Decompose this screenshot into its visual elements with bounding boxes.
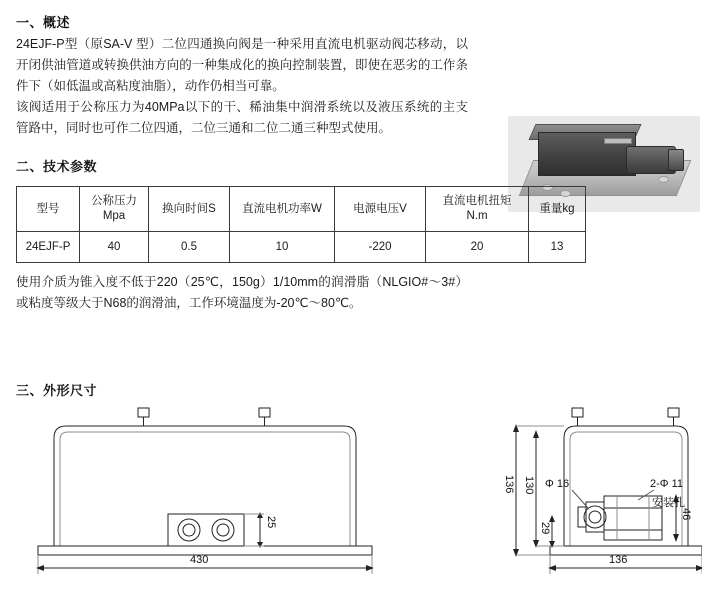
table-header-nominal-pressure [80,187,149,232]
callout-2-phi11-label: 2-Φ 11 [650,478,684,490]
front-dim-25-label: 25 [265,516,277,529]
cell-motor-power: 10 [230,232,335,263]
side-shaft [578,507,586,527]
side-lug-left [572,408,583,417]
table-header-motor-power [230,187,335,232]
section-2-title: 二、技术参数 [16,159,98,174]
front-dim-430-label: 430 [190,554,209,566]
side-dim-130-label: 130 [523,476,535,495]
front-port-block [168,514,244,546]
cell-nominal-pressure: 40 [80,232,149,263]
table-header-row [17,187,586,232]
callout-phi16-label: Φ 16 [545,478,570,490]
front-port-circle-left [178,519,200,541]
table-header-supply-voltage [335,187,426,232]
header-text: 型号 [36,202,60,215]
side-port-circle [584,506,606,528]
side-dim-136-height-label: 136 [503,475,515,494]
front-body-outline [54,426,356,546]
technical-parameters-table [16,186,586,263]
section-1-paragraph-2: 该阀适用于公称压力为40MPa以下的干、稀油集中润滑系统以及液压系统的主支管路中，同时也可作二位四通，二位三通和二位二通三种型式使用。 [16,100,468,135]
section-1-title: 一、概述 [16,15,71,30]
cell-motor-torque: 20 [426,232,529,263]
cell-switch-time: 0.5 [149,232,230,263]
table-header-model [17,187,80,232]
callout-mounting-hole-label: 安装孔 [652,497,685,509]
dimension-drawing [16,404,702,584]
table-row [17,232,586,263]
header-text: 换向时间S [162,202,216,215]
table-header-motor-torque [426,187,529,232]
section-3-title: 三、外形尺寸 [16,383,98,398]
photo-motor-cap [668,149,684,171]
header-text: 电源电压V [353,202,407,215]
section-1-paragraph-1: 24EJF-P型（原SA-V 型）二位四通换向阀是一种采用直流电机驱动阀芯移动，以开闭供油管道或转换供油方向的一种集成化的换向控制装置，即使在恶劣的工作条件下（如低温或高粘度油脂），动作仍相当可靠。 [16,37,468,93]
cell-weight: 13 [529,232,586,263]
cell-model: 24EJF-P [17,232,80,263]
header-text: 重量kg [539,202,575,215]
header-line-2: Mpa [102,210,126,222]
section-1-body [16,34,468,139]
photo-mount-hole-3 [658,176,669,183]
header-text: 直流电机功率W [242,202,322,215]
side-dim-46-label: 46 [680,508,692,521]
side-dim-29-label: 29 [539,522,551,535]
dimension-drawing-svg [16,404,702,584]
front-lug-left [138,408,149,417]
table-header-switch-time [149,187,230,232]
cell-supply-voltage: -220 [335,232,426,263]
front-port-circle-right [212,519,234,541]
header-line-1: 直流电机扭矩 [442,195,512,207]
front-lug-right [259,408,270,417]
table-header-weight [529,187,586,232]
side-dim-136-width-label: 136 [609,554,628,566]
side-lug-right [668,408,679,417]
photo-connecting-rod [604,138,632,144]
header-line-1: 公称压力 [91,195,137,207]
section-2-note: 使用介质为锥入度不低于220（25℃，150g）1/10mm的润滑脂（NLGIO#～3#）或粘度等级大于N68的润滑油，工作环境温度为-20℃～80℃。 [16,275,468,310]
header-line-2: N.m [466,210,488,222]
